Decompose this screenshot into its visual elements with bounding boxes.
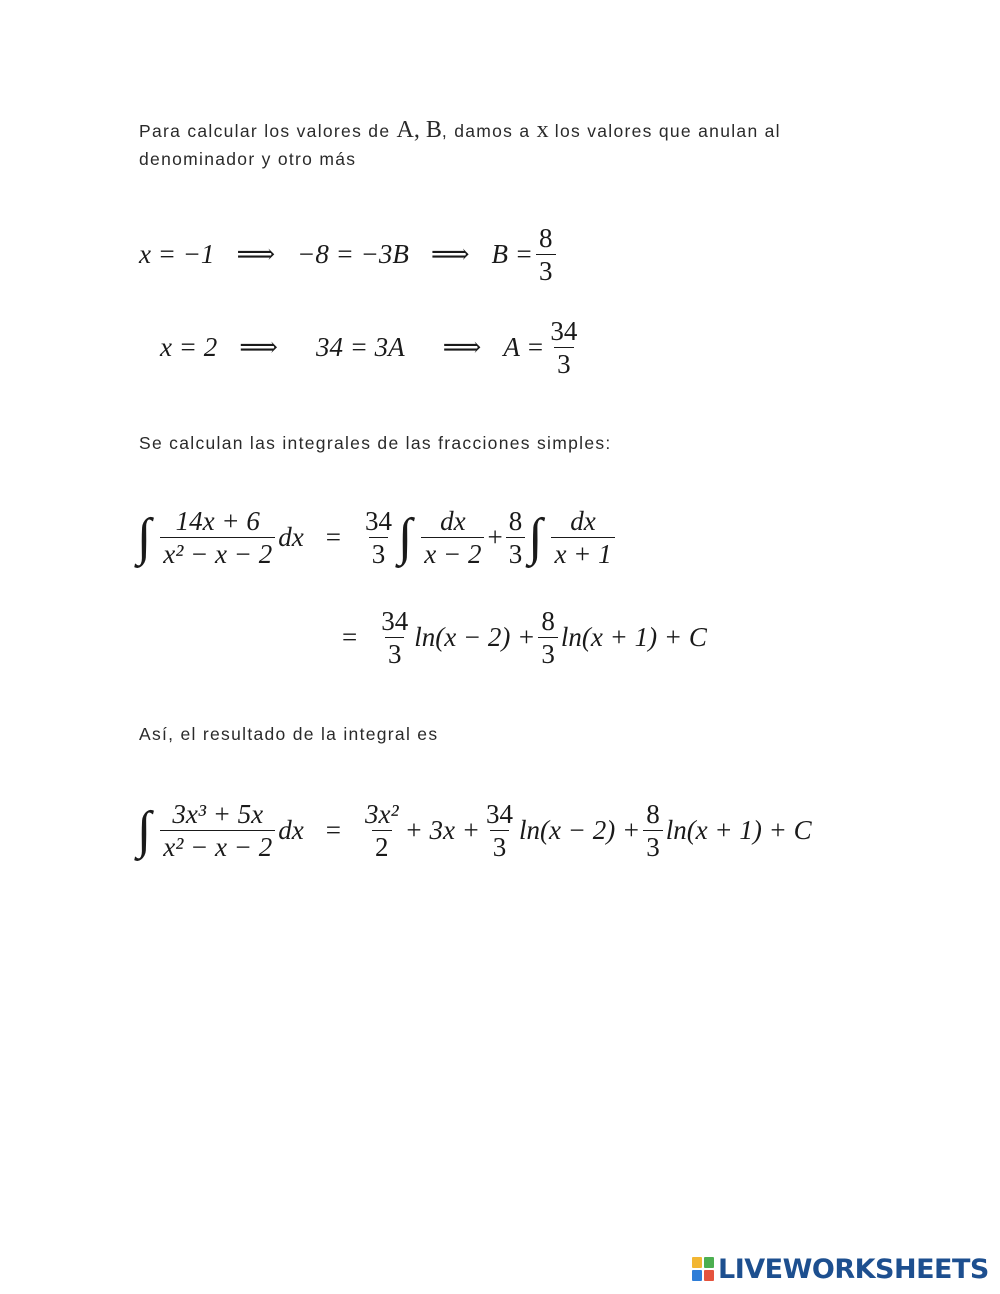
coef2-num: 8 bbox=[646, 799, 660, 829]
eq2-den: 3 bbox=[554, 347, 574, 380]
eq1-lhs: x = −1 bbox=[139, 239, 215, 269]
logo-text: LIVEWORKSHEETS bbox=[718, 1253, 989, 1285]
coef1-den: 3 bbox=[385, 637, 405, 670]
intro-text-3: los valores que anulan al bbox=[548, 121, 781, 141]
eq1-num: 8 bbox=[539, 223, 553, 253]
coef2-num: 8 bbox=[541, 606, 555, 636]
integral2-dx: dx bbox=[278, 815, 304, 845]
eq1-mid: −8 = −3B bbox=[297, 239, 409, 269]
intro-text-2: , damos a bbox=[441, 121, 537, 141]
integral1b-equals: = bbox=[342, 622, 358, 652]
logo-square-icon bbox=[692, 1257, 702, 1268]
integral-sign: ∫ bbox=[137, 801, 152, 859]
integral2-coef2 bbox=[643, 798, 663, 863]
implies-icon: ⟹ bbox=[442, 332, 482, 362]
integral2-den: x² − x − 2 bbox=[160, 830, 275, 863]
integral-final bbox=[137, 798, 812, 863]
integral1-integrand bbox=[160, 505, 275, 570]
eq2-num: 34 bbox=[550, 316, 578, 346]
coef2-den: 3 bbox=[506, 537, 526, 570]
term1-num: 3x² bbox=[364, 799, 399, 829]
implies-icon: ⟹ bbox=[236, 239, 276, 269]
integral1-den: x² − x − 2 bbox=[160, 537, 275, 570]
integral2-integrand bbox=[160, 798, 275, 863]
frac1-num: dx bbox=[440, 506, 466, 536]
coef2-num: 8 bbox=[508, 506, 523, 536]
intro-paragraph bbox=[139, 117, 781, 144]
coef1-den: 3 bbox=[369, 537, 389, 570]
integral1-frac2 bbox=[551, 505, 614, 570]
eq2-mid: 34 = 3A bbox=[315, 332, 405, 362]
logo-square-icon bbox=[692, 1270, 702, 1281]
logo-square-icon bbox=[704, 1257, 714, 1268]
implies-icon: ⟹ bbox=[239, 332, 278, 362]
integral1b-coef1 bbox=[378, 605, 411, 670]
frac1-den: x − 2 bbox=[421, 537, 484, 570]
integral2-num: 3x³ + 5x bbox=[172, 799, 264, 829]
integral2-ln1: ln(x − 2) + bbox=[519, 815, 641, 845]
eq2-fraction bbox=[547, 315, 580, 380]
coef2-den: 3 bbox=[538, 637, 558, 670]
frac2-num: dx bbox=[570, 506, 596, 536]
coef2-den: 3 bbox=[643, 830, 663, 863]
intro-text-1: Para calcular los valores de bbox=[139, 121, 397, 141]
integral1-equals: = bbox=[325, 522, 341, 552]
integral1-dx: dx bbox=[278, 522, 304, 552]
integral1-coef1 bbox=[362, 505, 395, 570]
logo-square-icon bbox=[704, 1270, 714, 1281]
eq1-den: 3 bbox=[536, 254, 556, 287]
integral2-equals: = bbox=[325, 815, 341, 845]
section-simple-fractions: Se calculan las integrales de las fracciones simples: bbox=[139, 433, 612, 453]
integral2-coef1 bbox=[483, 798, 516, 863]
eq2-result-lhs: A = bbox=[503, 332, 545, 362]
coef1-num: 34 bbox=[364, 506, 392, 536]
intro-vars: A, B bbox=[396, 117, 442, 143]
integral-sign: ∫ bbox=[397, 508, 413, 566]
integral-partial bbox=[137, 505, 618, 570]
integral1b-ln2: ln(x + 1) + C bbox=[560, 622, 707, 652]
integral1b-ln1: ln(x − 2) + bbox=[414, 622, 536, 652]
integral1-num: 14x + 6 bbox=[175, 506, 260, 536]
liveworksheets-logo bbox=[692, 1254, 989, 1284]
integral2-ln2: ln(x + 1) + C bbox=[665, 815, 812, 845]
intro-line-2: denominador y otro más bbox=[139, 149, 357, 169]
integral2-mid: + 3x + bbox=[404, 815, 481, 845]
implies-icon: ⟹ bbox=[430, 239, 470, 269]
integral1b-coef2 bbox=[538, 605, 558, 670]
integral1-plus: + bbox=[487, 522, 503, 552]
section-result: Así, el resultado de la integral es bbox=[139, 724, 439, 744]
frac2-den: x + 1 bbox=[551, 537, 614, 570]
coef1-num: 34 bbox=[381, 606, 409, 636]
coef1-den: 3 bbox=[490, 830, 510, 863]
equation-b bbox=[139, 222, 559, 287]
term1-den: 2 bbox=[372, 830, 392, 863]
integral-partial-result bbox=[342, 605, 707, 670]
coef1-num: 34 bbox=[486, 799, 514, 829]
integral1-coef2 bbox=[506, 505, 526, 570]
eq1-result-lhs: B = bbox=[491, 239, 533, 269]
integral2-term1 bbox=[362, 798, 402, 863]
eq2-lhs: x = 2 bbox=[160, 332, 218, 362]
intro-x: x bbox=[536, 117, 549, 143]
integral1-frac1 bbox=[421, 505, 484, 570]
equation-a bbox=[160, 315, 583, 380]
eq1-fraction bbox=[536, 222, 556, 287]
integral-sign: ∫ bbox=[528, 508, 543, 566]
integral-sign: ∫ bbox=[137, 508, 152, 566]
logo-icon bbox=[692, 1257, 714, 1281]
